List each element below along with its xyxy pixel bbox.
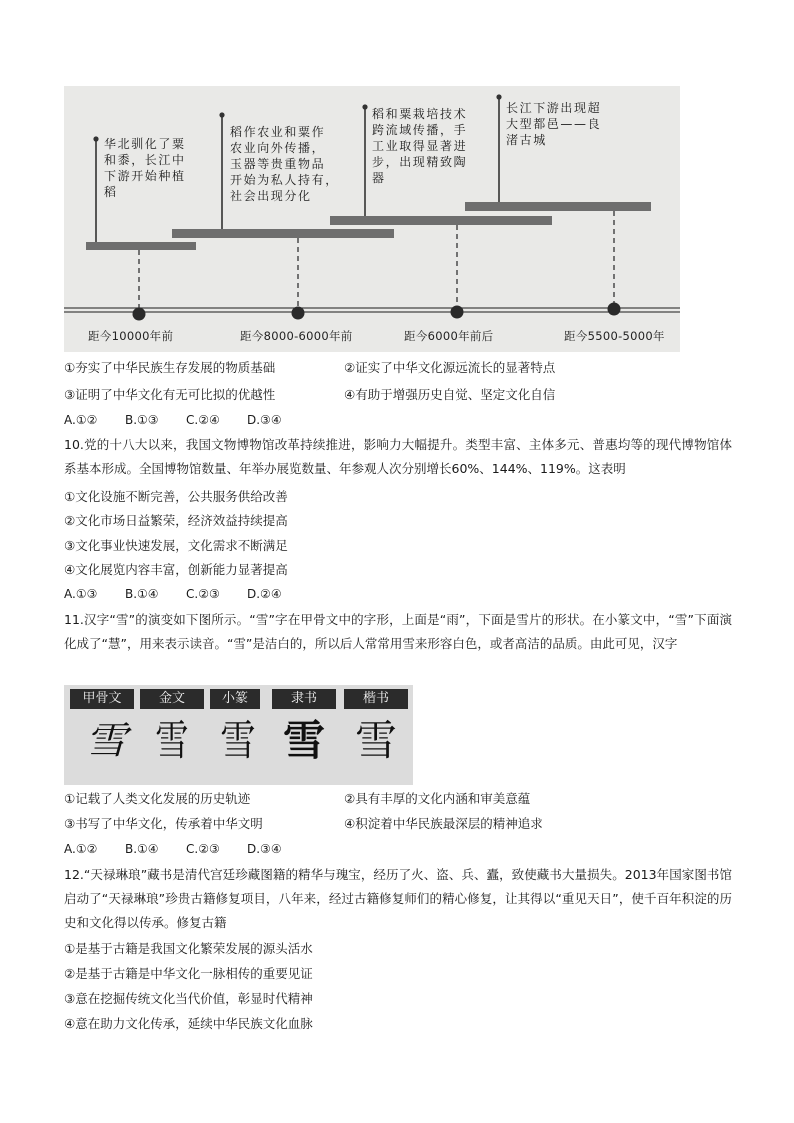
- timeline-bar-3: [330, 216, 552, 225]
- q9-option-4: ④有助于增强历史自觉、坚定文化自信: [344, 387, 556, 402]
- script-label-clerical: 隶书: [272, 689, 336, 709]
- pin-4: [496, 94, 501, 99]
- snow-character-evolution-figure: [64, 685, 413, 785]
- q11-option-4: ④积淀着中华民族最深层的精神追求: [344, 816, 543, 831]
- q9-option-3: ③证明了中华文化有无可比拟的优越性: [64, 387, 276, 402]
- script-label-bronze: 金文: [140, 689, 204, 709]
- q9-option-2: ②证实了中华文化源远流长的显著特点: [344, 360, 556, 375]
- q9-choice-b: B.①③: [125, 413, 159, 427]
- q10-option-2: ②文化市场日益繁荣，经济效益持续提高: [64, 513, 288, 528]
- timeline-bar-1: [86, 242, 196, 250]
- q10-choice-b: B.①④: [125, 587, 159, 601]
- script-label-regular: 楷书: [344, 689, 408, 709]
- q11-choice-b: B.①④: [125, 842, 159, 856]
- q10-choice-a: A.①③: [64, 587, 98, 601]
- timeline-note-3: 稻和粟栽培技术 跨流域传播，手 工业取得显著进 步，出现精致陶 器: [372, 107, 468, 185]
- timeline-tick-1: 距今10000年前: [88, 329, 174, 343]
- timeline-note-2: 稻作农业和粟作 农业向外传播， 玉器等贵重物品 开始为私人持有， 社会出现分化: [230, 125, 339, 203]
- q11-choice-c: C.②③: [186, 842, 220, 856]
- timeline-dot-2: [292, 307, 305, 320]
- glyph-clerical: 雪: [282, 716, 325, 765]
- glyph-bronze: 雪: [155, 716, 189, 765]
- pin-3: [362, 104, 367, 109]
- script-label-oracle: 甲骨文: [70, 689, 134, 709]
- q12-option-4: ④意在助力文化传承，延续中华民族文化血脉: [64, 1016, 313, 1031]
- timeline-bar-4: [465, 202, 651, 211]
- timeline-tick-2: 距今8000-6000年前: [240, 329, 353, 343]
- q9-choice-d: D.③④: [247, 413, 282, 427]
- q12-option-3: ③意在挖掘传统文化当代价值，彰显时代精神: [64, 991, 313, 1006]
- timeline-tick-3: 距今6000年前后: [404, 329, 494, 343]
- q9-choices: [64, 411, 308, 429]
- timeline-tick-4: 距今5500-5000年: [564, 329, 665, 343]
- q10-choice-d: D.②④: [247, 587, 282, 601]
- timeline-dot-3: [451, 306, 464, 319]
- glyph-small-seal: 雪: [220, 716, 256, 765]
- timeline-dot-1: [133, 308, 146, 321]
- q9-choice-a: A.①②: [64, 413, 98, 427]
- q9-option-1: ①夯实了中华民族生存发展的物质基础: [64, 360, 276, 375]
- q10-stem: 10.党的十八大以来，我国文物博物馆改革持续推进，影响力大幅提升。类型丰富、主体多元、普惠均等的现代博物馆体系基本形成。全国博物馆数量、年举办展览数量、年参观人次分别增长60%、144%、119%。这表明: [64, 437, 732, 476]
- timeline-figure: [64, 86, 680, 352]
- q11-choices: [64, 840, 308, 858]
- timeline-note-1: 华北驯化了粟 和黍，长江中 下游开始种植 稻: [104, 137, 186, 199]
- pin-2: [219, 112, 224, 117]
- timeline-bar-2: [172, 229, 394, 238]
- script-label-small-seal: 小篆: [210, 689, 260, 709]
- q10-option-1: ①文化设施不断完善，公共服务供给改善: [64, 489, 288, 504]
- q10-option-3: ③文化事业快速发展，文化需求不断满足: [64, 538, 288, 553]
- q10-choices: [64, 585, 308, 603]
- q11-option-2: ②具有丰厚的文化内涵和审美意蕴: [344, 791, 531, 806]
- glyph-oracle: 雪: [84, 718, 123, 763]
- pin-1: [93, 136, 98, 141]
- q12-option-1: ①是基于古籍是我国文化繁荣发展的源头活水: [64, 941, 313, 956]
- q12-stem: 12.“天禄琳琅”藏书是清代宫廷珍藏图籍的精华与瑰宝，经历了火、盗、兵、蠹，致使藏书大量损失。2013年国家图书馆启动了“天禄琳琅”珍贵古籍修复项目，八年来，经过古籍修复师们的精心修复，让其得以“重见天日”，使千百年积淀的历史和文化得以传承。修复古籍: [64, 867, 732, 930]
- timeline-dot-4: [608, 303, 621, 316]
- q10-option-4: ④文化展览内容丰富，创新能力显著提高: [64, 562, 288, 577]
- q12-option-2: ②是基于古籍是中华文化一脉相传的重要见证: [64, 966, 313, 981]
- q11-choice-a: A.①②: [64, 842, 98, 856]
- q10-choice-c: C.②③: [186, 587, 220, 601]
- timeline-note-4: 长江下游出现超 大型都邑——良 渚古城: [506, 101, 602, 147]
- q11-option-1: ①记载了人类文化发展的历史轨迹: [64, 791, 251, 806]
- q11-choice-d: D.③④: [247, 842, 282, 856]
- glyph-regular: 雪: [354, 716, 397, 765]
- q11-option-3: ③书写了中华文化，传承着中华文明: [64, 816, 263, 831]
- q11-stem: 11.汉字“雪”的演变如下图所示。“雪”字在甲骨文中的字形，上面是“雨”，下面是雪片的形状。在小篆文中，“雪”下面演化成了“慧”，用来表示读音。“雪”是洁白的，所以后人常常用雪来形容白色，或者高洁的品质。由此可见，汉字: [64, 612, 732, 651]
- q9-choice-c: C.②④: [186, 413, 220, 427]
